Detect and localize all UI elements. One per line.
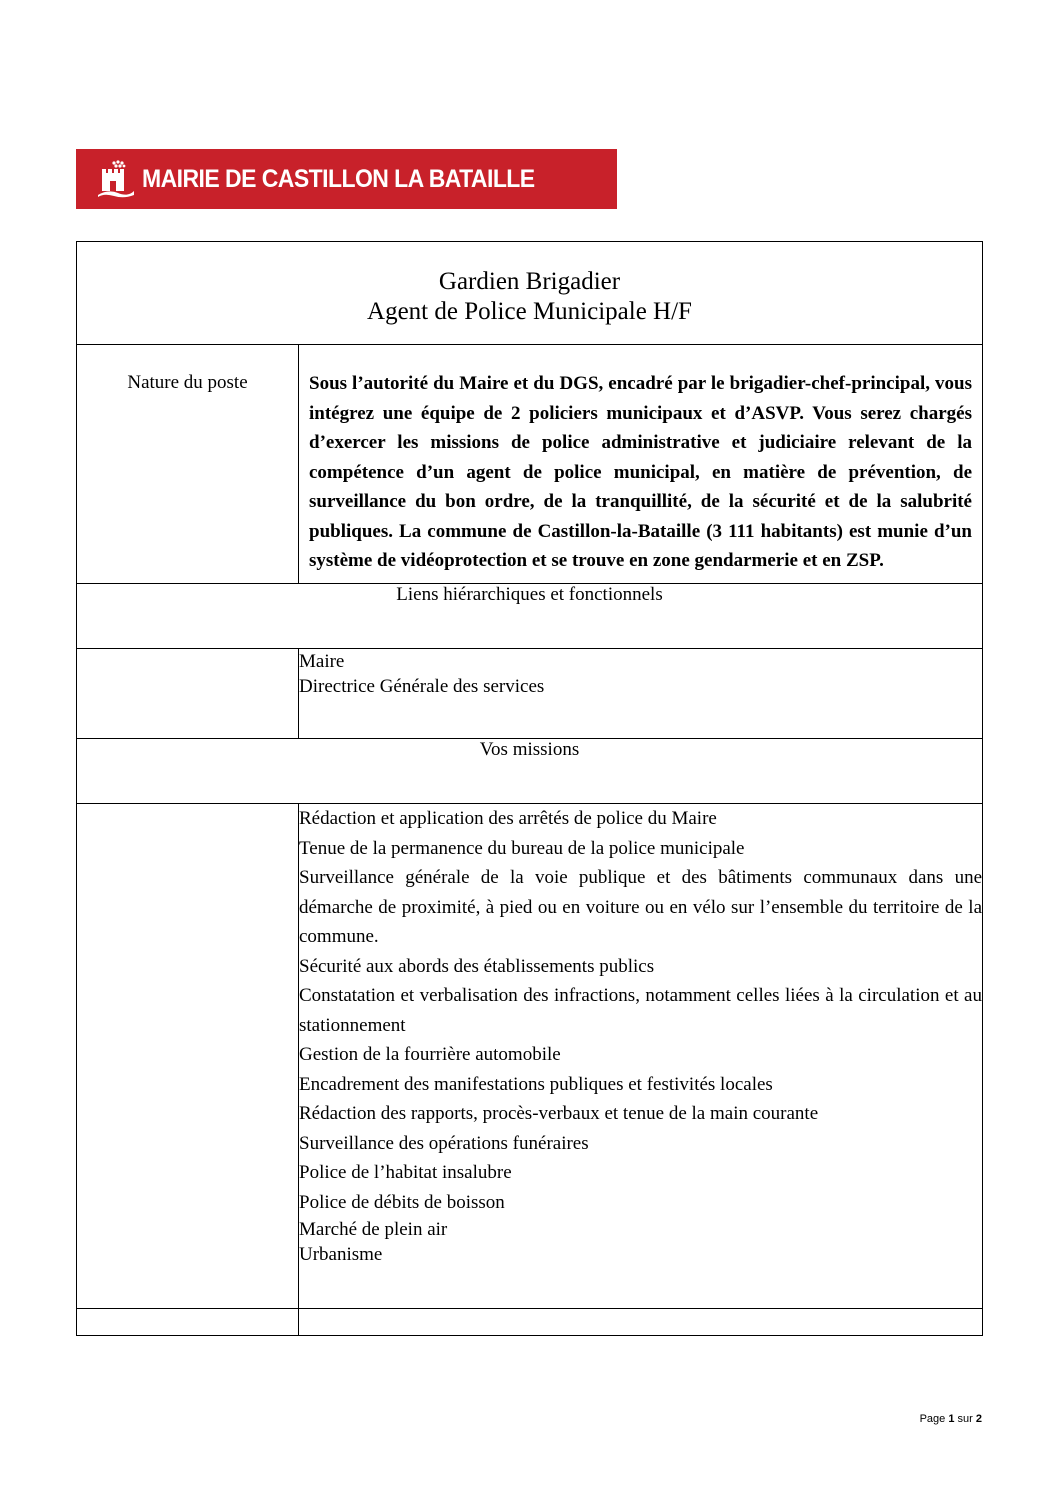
mission-item: Rédaction des rapports, procès-verbaux et tenue de la main courante — [299, 1103, 819, 1124]
missions-heading: Vos missions — [77, 739, 983, 804]
job-description-table — [76, 241, 983, 1336]
castle-icon — [98, 159, 134, 199]
missions-list — [299, 804, 983, 1309]
nature-label-cell — [77, 345, 299, 584]
footer-empty-cell-right — [299, 1309, 983, 1336]
mission-item: Gestion de la fourrière automobile — [299, 1044, 561, 1065]
nature-label: Nature du poste — [127, 372, 248, 393]
page-current: 1 — [948, 1413, 955, 1425]
logo-text: MAIRIE DE CASTILLON LA BATAILLE — [142, 164, 535, 193]
mission-item: Police de débits de boisson — [299, 1191, 505, 1213]
liens-heading: Liens hiérarchiques et fonctionnels — [77, 584, 983, 649]
liens-item: Maire — [299, 651, 345, 672]
job-subtitle: Agent de Police Municipale H/F — [367, 298, 692, 325]
page-number — [920, 1413, 982, 1425]
mission-item: Sécurité aux abords des établissements publics — [299, 955, 655, 977]
mairie-logo — [76, 149, 617, 209]
mission-item: Encadrement des manifestations publiques et festivités locales — [299, 1073, 773, 1095]
liens-empty-cell — [77, 649, 299, 739]
page-word: Page — [919, 1413, 946, 1425]
footer-empty-cell-left — [77, 1309, 299, 1336]
page-total: 2 — [975, 1413, 982, 1425]
mission-item: Rédaction et application des arrêtés de police du Maire — [299, 808, 717, 829]
liens-item: Directrice Générale des services — [299, 676, 545, 697]
mission-item: Constatation et verbalisation des infractions, notamment celles liées à la circulation et au stationnement — [299, 985, 982, 1036]
liens-list — [299, 649, 983, 739]
mission-item: Tenue de la permanence du bureau de la police municipale — [299, 837, 745, 859]
nature-text: Sous l’autorité du Maire et du DGS, encadré par le brigadier-chef-principal, vous intégrez une équipe de 2 policiers municipaux et d’ASVP. Vous serez chargés d’exercer les missions de police administrative et judiciaire relevant de la compétence d’un agent de police municipal, en matière de prévention, de surveillance du bon ordre, de la tranquillité, de la sécurité et de la salubrité publiques. La commune de Castillon-la-Bataille (3 111 habitants) est munie d’un système de vidéoprotection et se trouve en zone gendarmerie et en ZSP. — [309, 373, 972, 571]
job-title: Gardien Brigadier — [438, 268, 621, 295]
title-cell — [77, 242, 983, 345]
nature-text-cell — [299, 345, 983, 584]
mission-item: Surveillance des opérations funéraires — [299, 1132, 589, 1154]
mission-item: Marché de plein air — [299, 1219, 448, 1240]
mission-item: Police de l’habitat insalubre — [299, 1162, 512, 1183]
mission-item: Surveillance générale de la voie publique et des bâtiments communaux dans une démarche de proximité, à pied ou en voiture ou en vélo sur l’ensemble du territoire de la commune. — [299, 867, 982, 947]
missions-empty-cell — [77, 804, 299, 1309]
mission-item: Urbanisme — [299, 1244, 383, 1265]
page-of: sur — [957, 1413, 973, 1425]
